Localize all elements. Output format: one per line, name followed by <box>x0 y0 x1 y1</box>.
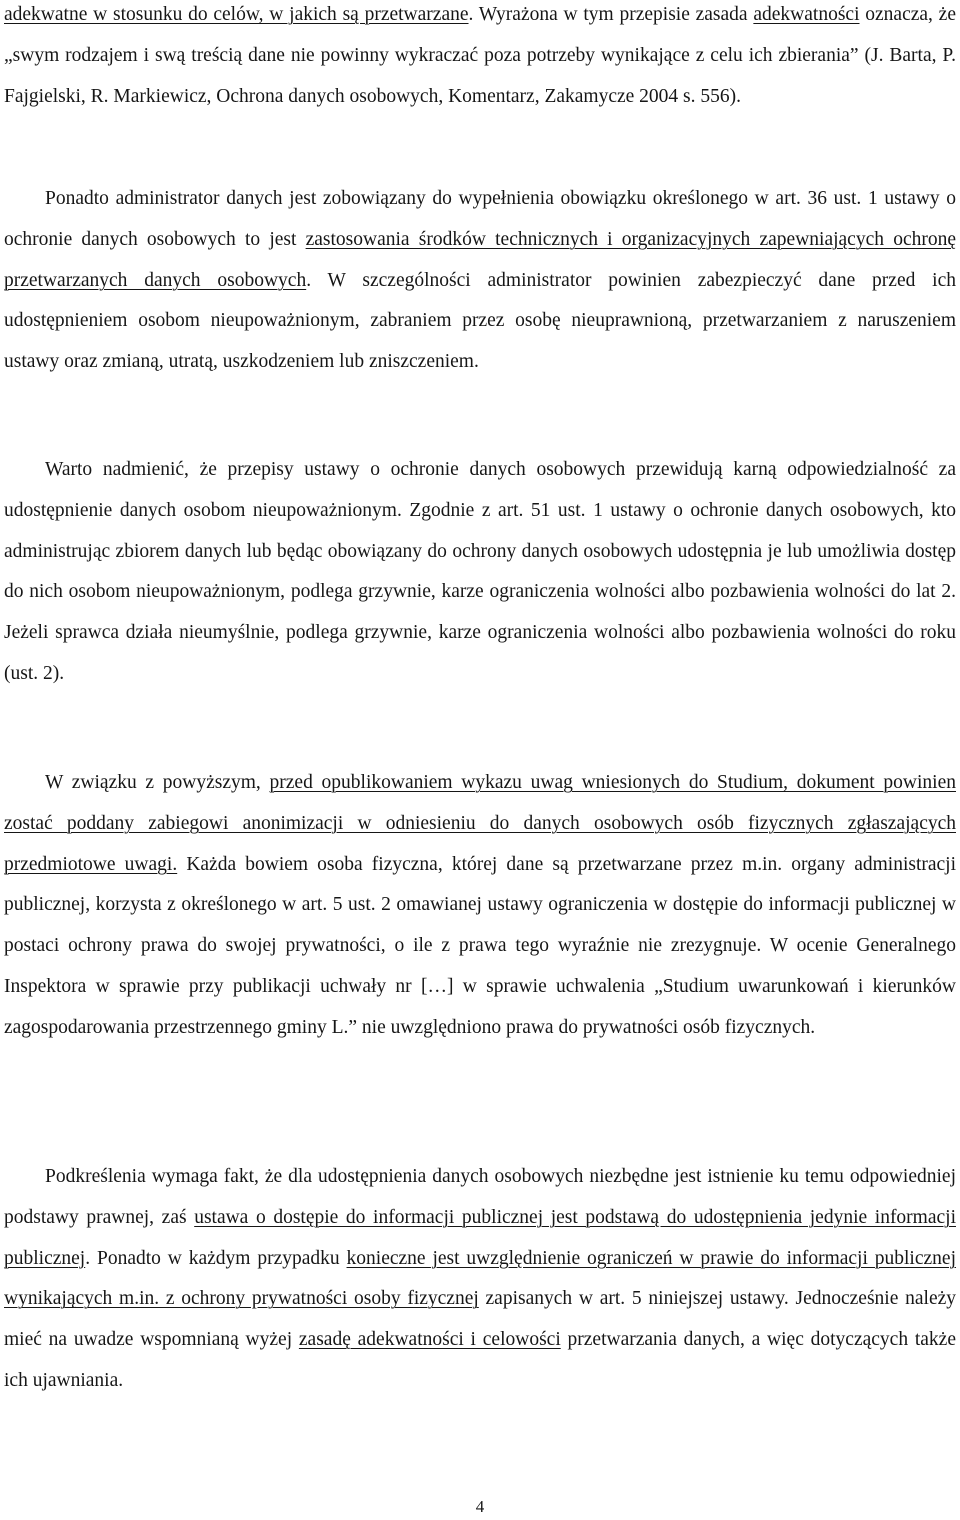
paragraph <box>4 1157 956 1402</box>
text-run: Każda bowiem osoba fizyczna, której dane są przetwarzane przez m.in. organy administracji publicznej, korzysta z określonego w art. 5 ust. 2 omawianej ustawy ograniczenia w dostępie do informacji publicznej w postaci ochrony prawa do swojej prywatności, o ile z prawa tego wyraźnie nie zrezygnuje. W ocenie Generalnego Inspektora w sprawie przy publikacji uchwały nr […] w sprawie uchwalenia „Studium uwarunkowań i kierunków zagospodarowania przestrzennego gminy L.” nie uwzględniono prawa do prywatności osób fizycznych. <box>4 853 957 1038</box>
text-run: . Wyrażona w tym przepisie zasada <box>468 4 754 25</box>
text-run: Ponadto administrator danych jest zobowiązany do wypełnienia obowiązku określonego w art. 36 ust. 1 ustawy o ochronie danych osobowych to jest <box>4 188 956 250</box>
text-run: Podkreślenia wymaga fakt, że dla udostępnienia danych osobowych niezbędne jest istnienie ku temu odpowiedniej podstawy prawnej, zaś <box>4 1166 956 1228</box>
underlined-text: zastosowania środków technicznych i organizacyjnych zapewniających ochronę przetwarzanych danych osobowych <box>4 228 956 291</box>
text-run: przetwarzania danych, a więc dotyczących także ich ujawniania. <box>4 1329 956 1391</box>
paragraph <box>4 179 956 383</box>
text-run: . W szczególności administrator powinien zabezpieczyć dane przed ich udostępnieniem osobom nieupoważnionym, zabraniem przez osobę nieuprawnioną, przetwarzaniem z naruszeniem ustawy oraz zmianą, utratą, uszkodzeniem lub zniszczeniem. <box>4 269 956 373</box>
underlined-text: adekwatności <box>753 4 860 25</box>
underlined-text: zasadę adekwatności i celowości <box>298 1329 561 1351</box>
text-run: W związku z powyższym, <box>45 772 270 793</box>
text-run: . Ponadto w każdym przypadku <box>85 1247 347 1269</box>
underlined-text: ustawa o dostępie do informacji publicznej jest podstawą do udostępnienia jedynie informacji publicznej <box>4 1206 956 1269</box>
underlined-text: przed opublikowaniem wykazu uwag wniesionych do Studium, dokument powinien zostać poddany zabiegowi anonimizacji w odniesieniu do danych osobowych osób fizycznych zgłaszających przedmiotowe uwagi. <box>4 772 956 875</box>
text-run: Warto nadmienić, że przepisy ustawy o ochronie danych osobowych przewidują karną odpowiedzialność za udostępnienie danych osobom nieupoważnionym. Zgodnie z art. 51 ust. 1 ustawy o ochronie danych osobowych, kto administrując zbiorem danych lub będąc obowiązany do ochrony danych osobowych udostępnia je lub umożliwia dostęp do nich osobom nieupoważnionym, podlega grzywnie, karze ograniczenia wolności albo pozbawienia wolności do lat 2. Jeżeli sprawca działa nieumyślnie, podlega grzywnie, karze ograniczenia wolności albo pozbawienia wolności do roku (ust. 2). <box>4 459 956 684</box>
paragraph <box>4 450 956 695</box>
underlined-text: konieczne jest uwzględnienie ograniczeń w prawie do informacji publicznej wynikających m.in. z ochrony prywatności osoby fizycznej <box>4 1247 956 1310</box>
paragraph <box>4 0 956 117</box>
underlined-text: adekwatne w stosunku do celów, w jakich są przetwarzane <box>4 4 469 25</box>
text-run: zapisanych w art. 5 niniejszej ustawy. Jednocześnie należy mieć na uwadze wspomnianą wyżej <box>4 1288 957 1351</box>
paragraph <box>4 763 956 1049</box>
page-number: 4 <box>475 1497 485 1516</box>
text-run: oznacza, że „swym rodzajem i swą treścią dane nie powinny wykraczać poza potrzeby wynikające z celu ich zbierania” (J. Barta, P. Fajgielski, R. Markiewicz, Ochrona danych osobowych, Komentarz, Zakamycze 2004 s. 556). <box>4 4 956 107</box>
